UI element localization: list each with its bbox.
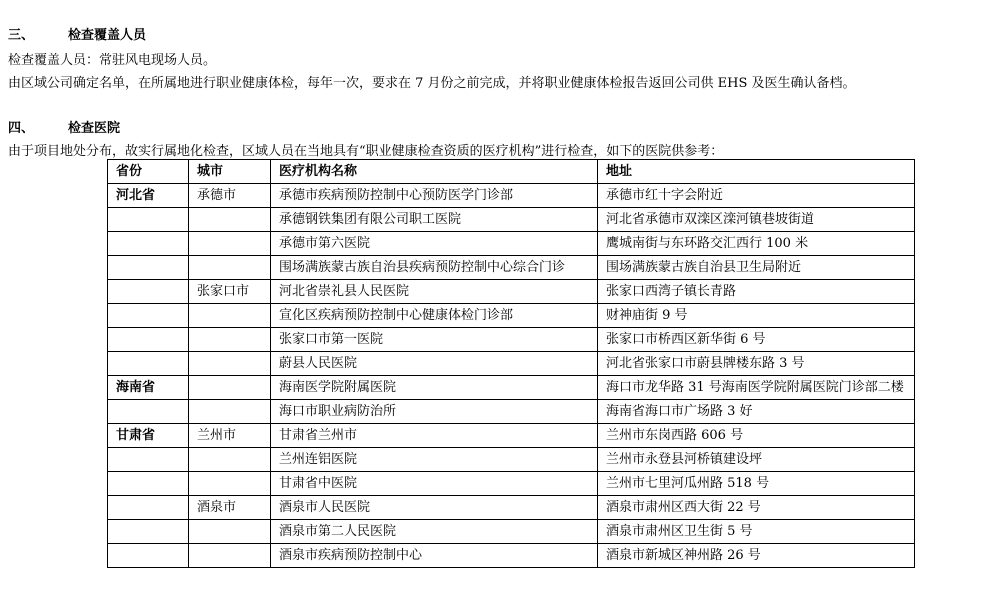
city-cell — [189, 376, 271, 400]
address-cell: 酒泉市新城区神州路 26 号 — [598, 544, 915, 568]
city-cell — [189, 520, 271, 544]
address-cell: 围场满族蒙古族自治县卫生局附近 — [598, 256, 915, 280]
section-4-number: 四、 — [8, 121, 35, 136]
province-cell — [108, 256, 189, 280]
city-cell: 承德市 — [189, 184, 271, 208]
hospital-table-body — [108, 160, 915, 568]
table-row — [108, 184, 915, 208]
institution-cell: 宣化区疾病预防控制中心健康体检门诊部 — [271, 304, 598, 328]
city-cell — [189, 328, 271, 352]
institution-cell: 河北省崇礼县人民医院 — [271, 280, 598, 304]
institution-cell: 海口市职业病防治所 — [271, 400, 598, 424]
address-cell: 酒泉市肃州区卫生街 5 号 — [598, 520, 915, 544]
address-cell: 鹰城南街与东环路交汇西行 100 米 — [598, 232, 915, 256]
address-cell: 兰州市永登县河桥镇建设坪 — [598, 448, 915, 472]
institution-cell: 张家口市第一医院 — [271, 328, 598, 352]
province-cell: 甘肃省 — [108, 424, 189, 448]
address-cell: 财神庙街 9 号 — [598, 304, 915, 328]
table-header-cell: 省份 — [108, 160, 189, 184]
city-cell — [189, 448, 271, 472]
address-cell: 河北省承德市双滦区滦河镇巷坡街道 — [598, 208, 915, 232]
province-cell — [108, 400, 189, 424]
institution-cell: 承德市疾病预防控制中心预防医学门诊部 — [271, 184, 598, 208]
table-row — [108, 352, 915, 376]
table-row — [108, 424, 915, 448]
table-header-row — [108, 160, 915, 184]
table-row — [108, 520, 915, 544]
province-cell — [108, 520, 189, 544]
province-cell — [108, 232, 189, 256]
section-3-heading — [8, 24, 146, 43]
address-cell: 酒泉市肃州区西大街 22 号 — [598, 496, 915, 520]
section-4-heading — [8, 117, 120, 136]
address-cell: 承德市红十字会附近 — [598, 184, 915, 208]
section-3-title: 检查覆盖人员 — [68, 28, 147, 43]
institution-cell: 甘肃省兰州市 — [271, 424, 598, 448]
city-cell: 张家口市 — [189, 280, 271, 304]
exam-requirement-line: 由区域公司确定名单，在所属地进行职业健康体检，每年一次，要求在 7 月份之前完成，并将职业健康体检报告返回公司供 EHS 及医生确认备档。 — [8, 76, 856, 91]
province-cell: 河北省 — [108, 184, 189, 208]
institution-cell: 酒泉市疾病预防控制中心 — [271, 544, 598, 568]
section-3-number: 三、 — [8, 28, 35, 43]
institution-cell: 酒泉市第二人民医院 — [271, 520, 598, 544]
institution-cell: 海南医学院附属医院 — [271, 376, 598, 400]
table-row — [108, 328, 915, 352]
address-cell: 海口市龙华路 31 号海南医学院附属医院门诊部二楼 — [598, 376, 915, 400]
table-header-cell: 地址 — [598, 160, 915, 184]
city-cell — [189, 232, 271, 256]
section-4-title: 检查医院 — [68, 121, 121, 136]
city-cell — [189, 208, 271, 232]
table-header-cell: 医疗机构名称 — [271, 160, 598, 184]
address-cell: 张家口西湾子镇长青路 — [598, 280, 915, 304]
province-cell — [108, 352, 189, 376]
institution-cell: 承德钢铁集团有限公司职工医院 — [271, 208, 598, 232]
province-cell — [108, 496, 189, 520]
table-row — [108, 280, 915, 304]
city-cell: 兰州市 — [189, 424, 271, 448]
hospital-intro-line: 由于项目地处分布，故实行属地化检查，区域人员在当地具有“职业健康检查资质的医疗机构”进行检查，如下的医院供参考： — [8, 144, 724, 159]
institution-cell: 承德市第六医院 — [271, 232, 598, 256]
coverage-line: 检查覆盖人员：常驻风电现场人员。 — [8, 53, 217, 68]
province-cell — [108, 328, 189, 352]
province-cell — [108, 208, 189, 232]
address-cell: 兰州市东岗西路 606 号 — [598, 424, 915, 448]
province-cell — [108, 304, 189, 328]
city-cell — [189, 256, 271, 280]
institution-cell: 酒泉市人民医院 — [271, 496, 598, 520]
city-cell — [189, 304, 271, 328]
province-cell — [108, 544, 189, 568]
address-cell: 河北省张家口市蔚县牌楼东路 3 号 — [598, 352, 915, 376]
table-row — [108, 448, 915, 472]
province-cell — [108, 448, 189, 472]
table-row — [108, 472, 915, 496]
table-row — [108, 304, 915, 328]
hospital-table — [107, 159, 915, 568]
table-row — [108, 232, 915, 256]
city-cell — [189, 544, 271, 568]
city-cell — [189, 400, 271, 424]
city-cell: 酒泉市 — [189, 496, 271, 520]
table-header-cell: 城市 — [189, 160, 271, 184]
city-cell — [189, 472, 271, 496]
province-cell — [108, 472, 189, 496]
table-row — [108, 376, 915, 400]
address-cell: 兰州市七里河瓜州路 518 号 — [598, 472, 915, 496]
table-row — [108, 544, 915, 568]
institution-cell: 围场满族蒙古族自治县疾病预防控制中心综合门诊 — [271, 256, 598, 280]
institution-cell: 甘肃省中医院 — [271, 472, 598, 496]
province-cell — [108, 280, 189, 304]
table-row — [108, 400, 915, 424]
institution-cell: 兰州连铝医院 — [271, 448, 598, 472]
city-cell — [189, 352, 271, 376]
province-cell: 海南省 — [108, 376, 189, 400]
address-cell: 张家口市桥西区新华街 6 号 — [598, 328, 915, 352]
table-row — [108, 256, 915, 280]
institution-cell: 蔚县人民医院 — [271, 352, 598, 376]
address-cell: 海南省海口市广场路 3 好 — [598, 400, 915, 424]
table-row — [108, 496, 915, 520]
table-row — [108, 208, 915, 232]
